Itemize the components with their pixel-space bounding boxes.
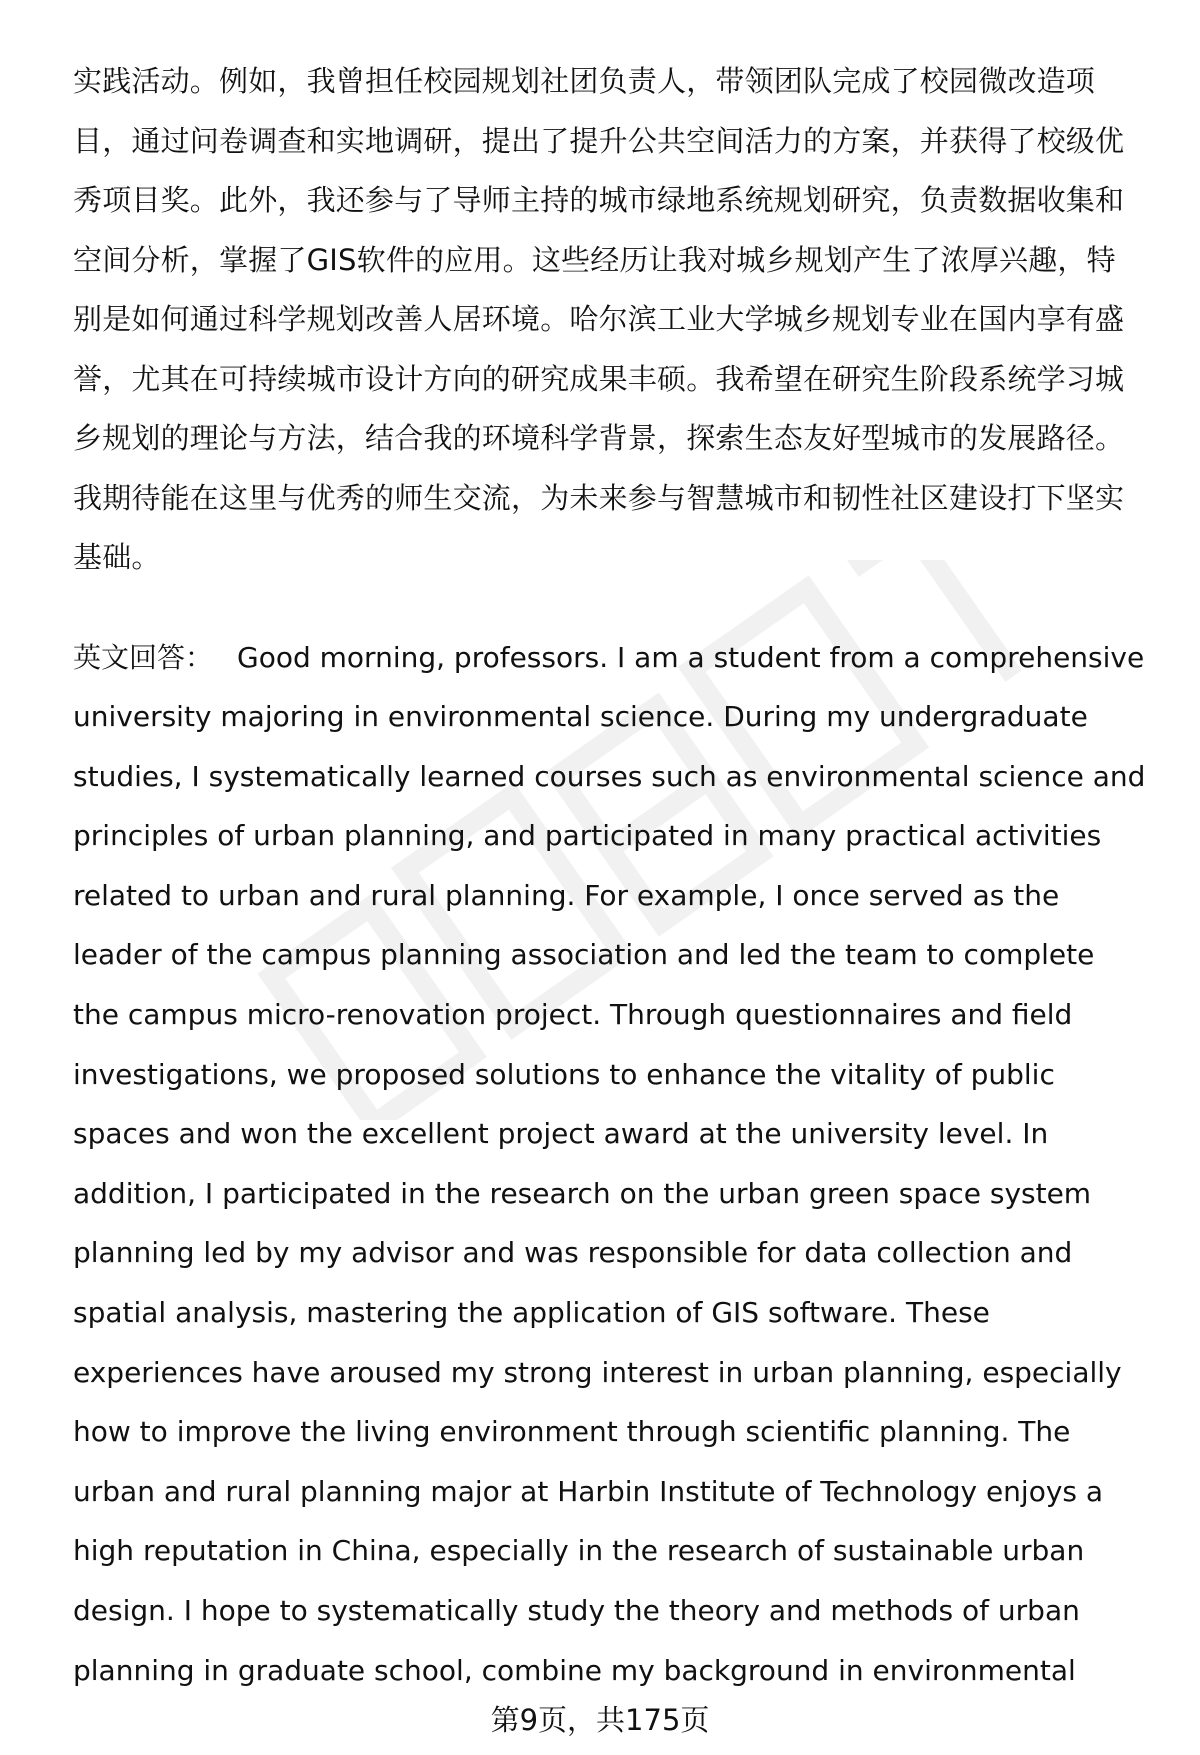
paragraph-line: experiences have aroused my strong interest in urban planning, especially [73,1355,1122,1389]
paragraph-line: 我期待能在这里与优秀的师生交流，为未来参与智慧城市和韧性社区建设打下坚实 [73,480,1125,515]
chinese-paragraph [73,52,1153,588]
paragraph-line: how to improve the living environment through scientific planning. The [73,1415,1071,1449]
english-answer-first-line [73,628,1153,688]
paragraph-line: 乡规划的理论与方法，结合我的环境科学背景，探索生态友好型城市的发展路径。 [73,421,1125,455]
paragraph-line: planning led by my advisor and was responsible for data collection and [73,1236,1073,1270]
paragraph-line: 秀项目奖。此外，我还参与了导师主持的城市绿地系统规划研究，负责数据收集和 [73,183,1125,217]
paragraph-line: 誉，尤其在可持续城市设计方向的研究成果丰硕。我希望在研究生阶段系统学习城 [73,361,1125,396]
paragraph-line: the campus micro-renovation project. Through questionnaires and field [73,998,1073,1032]
paragraph-line: urban and rural planning major at Harbin Institute of Technology enjoys a [73,1474,1104,1508]
paragraph-line: related to urban and rural planning. For example, I once served as the [73,878,1060,912]
page-number: 第9页，共175页 [490,1703,710,1737]
paragraph-line: university majoring in environmental science. During my undergraduate [73,700,1088,734]
paragraph-line: high reputation in China, especially in the research of sustainable urban [73,1534,1085,1568]
english-answer [73,628,1153,1701]
paragraph-line: studies, I systematically learned courses such as environmental science and [73,759,1146,793]
paragraph-line: 别是如何通过科学规划改善人居环境。哈尔滨工业大学城乡规划专业在国内享有盛 [73,302,1125,336]
paragraph-line: 目，通过问卷调查和实地调研，提出了提升公共空间活力的方案，并获得了校级优 [73,123,1125,158]
english-answer-label: 英文回答： [73,640,214,674]
page-footer [0,1702,1200,1738]
paragraph-line: investigations, we proposed solutions to enhance the vitality of public [73,1057,1055,1091]
paragraph-line: addition, I participated in the research on the urban green space system [73,1176,1092,1210]
paragraph-line: planning in graduate school, combine my background in environmental [73,1653,1076,1687]
paragraph-line: 空间分析，掌握了GIS软件的应用。这些经历让我对城乡规划产生了浓厚兴趣，特 [73,242,1116,277]
paragraph-line: Good morning, professors. I am a student from a comprehensive [237,640,1145,674]
paragraph-line: design. I hope to systematically study the theory and methods of urban [73,1594,1080,1627]
paragraph-line: 实践活动。例如，我曾担任校园规划社团负责人，带领团队完成了校园微改造项 [73,64,1096,98]
paragraph-line: spaces and won the excellent project award at the university level. In [73,1117,1049,1151]
paragraph-line: principles of urban planning, and participated in many practical activities [73,819,1102,853]
paragraph-spacer [73,588,1153,628]
document-page [73,52,1153,1700]
paragraph-line: spatial analysis, mastering the application of GIS software. These [73,1296,990,1330]
paragraph-line: leader of the campus planning association and led the team to complete [73,938,1095,972]
paragraph-line: 基础。 [73,540,161,574]
